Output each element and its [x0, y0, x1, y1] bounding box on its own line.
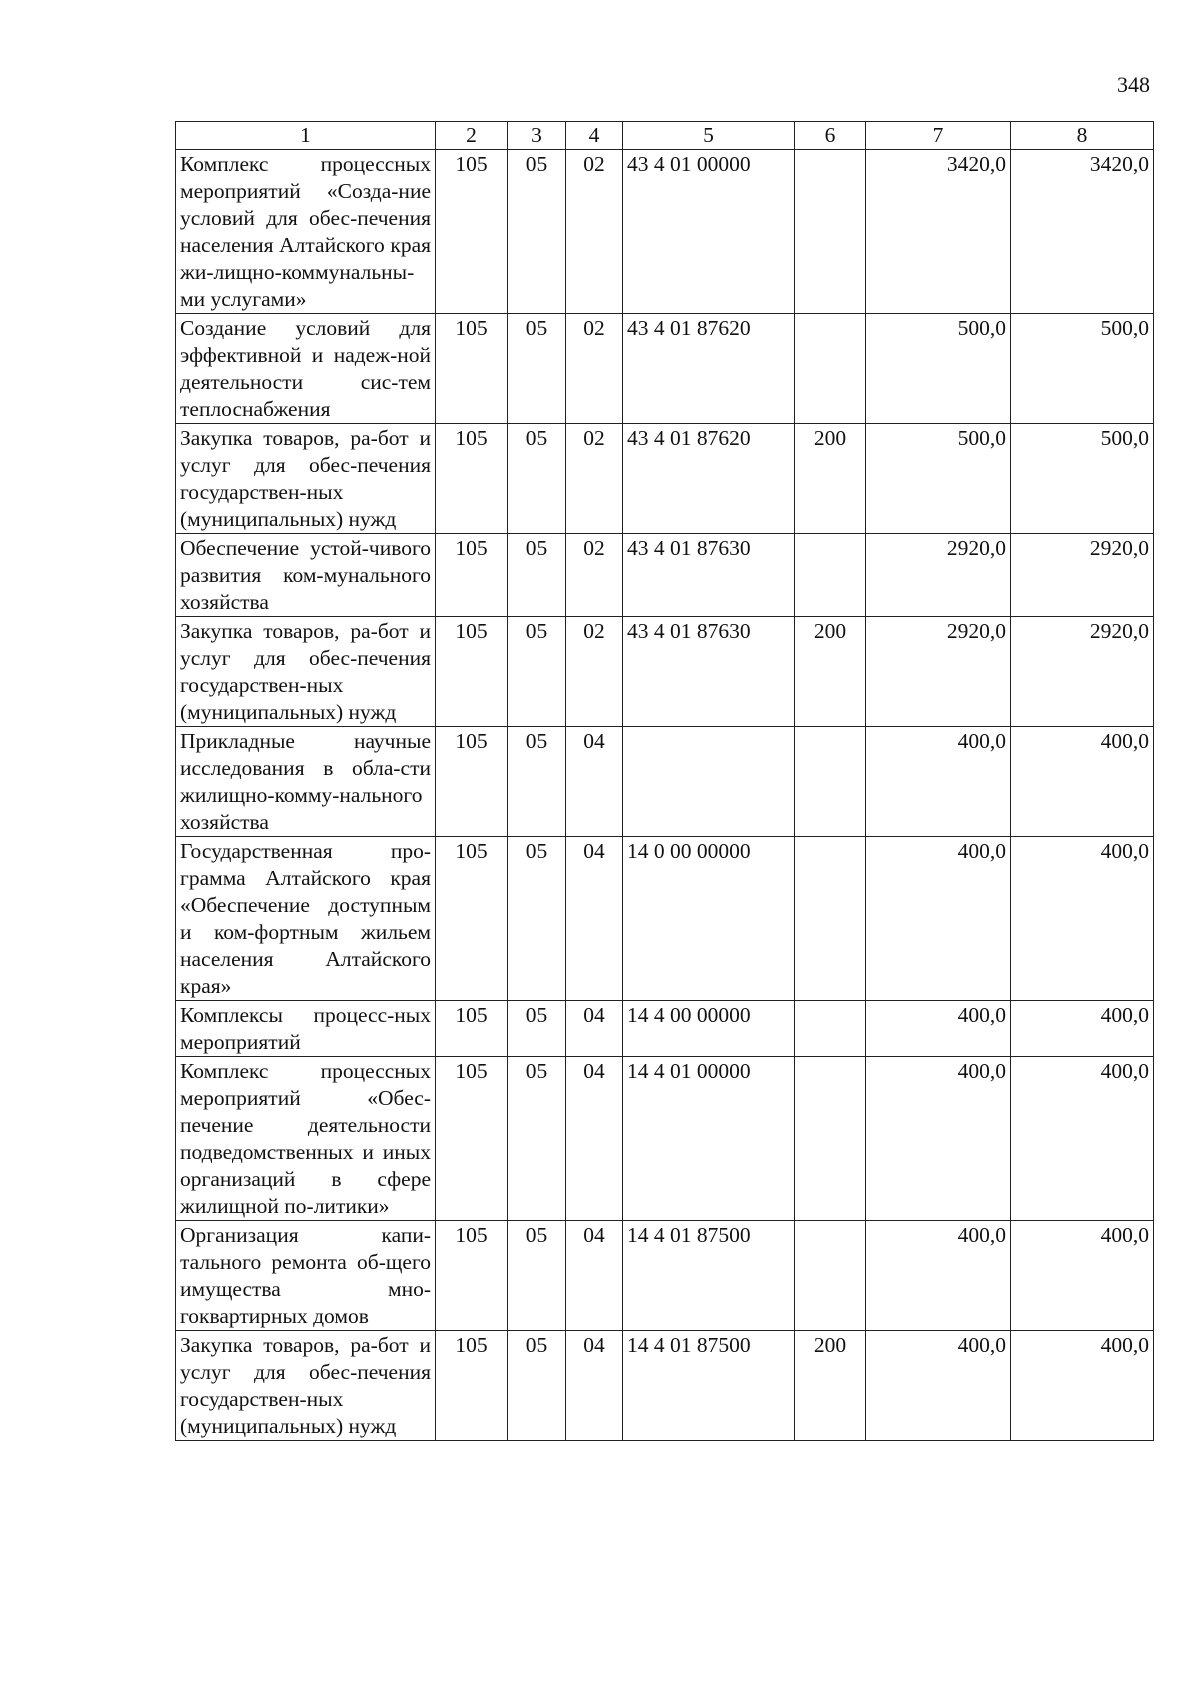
header-col-6: 6	[795, 122, 866, 150]
table-row	[176, 1001, 1154, 1057]
admin-code-cell: 105	[436, 837, 508, 1001]
subsection-cell: 02	[566, 424, 623, 534]
subsection-cell: 02	[566, 617, 623, 727]
sum-2027-cell: 3420,0	[1011, 150, 1154, 314]
row-name-cell: Комплекс процессных мероприятий «Созда-ние условий для обес-печения населения Алтайского края жи-лищно-коммунальны-ми услугами»	[176, 150, 436, 314]
row-name-cell: Закупка товаров, ра-бот и услуг для обес-печения государствен-ных (муниципальных) нужд	[176, 1331, 436, 1441]
target-article-cell: 14 4 01 87500	[623, 1221, 795, 1331]
subsection-cell: 04	[566, 1057, 623, 1221]
section-cell: 05	[508, 534, 566, 617]
page-number: 348	[1117, 72, 1150, 97]
sum-2026-cell: 2920,0	[866, 534, 1011, 617]
admin-code-cell: 105	[436, 1331, 508, 1441]
admin-code-cell: 105	[436, 424, 508, 534]
table-row	[176, 617, 1154, 727]
admin-code-cell: 105	[436, 1221, 508, 1331]
section-cell: 05	[508, 837, 566, 1001]
expense-type-cell: 200	[795, 1331, 866, 1441]
header-col-5: 5	[623, 122, 795, 150]
section-cell: 05	[508, 424, 566, 534]
section-cell: 05	[508, 1001, 566, 1057]
sum-2027-cell: 500,0	[1011, 314, 1154, 424]
admin-code-cell: 105	[436, 314, 508, 424]
row-name-cell: Прикладные научные исследования в обла-сти жилищно-комму-нального хозяйства	[176, 727, 436, 837]
subsection-cell: 04	[566, 727, 623, 837]
target-article-cell: 14 4 00 00000	[623, 1001, 795, 1057]
sum-2026-cell: 400,0	[866, 837, 1011, 1001]
header-col-8: 8	[1011, 122, 1154, 150]
target-article-cell: 14 4 01 87500	[623, 1331, 795, 1441]
section-cell: 05	[508, 314, 566, 424]
sum-2027-cell: 2920,0	[1011, 617, 1154, 727]
target-article-cell: 43 4 01 87630	[623, 617, 795, 727]
header-col-4: 4	[566, 122, 623, 150]
table-row	[176, 1057, 1154, 1221]
header-col-2: 2	[436, 122, 508, 150]
subsection-cell: 04	[566, 837, 623, 1001]
expense-type-cell	[795, 1221, 866, 1331]
sum-2026-cell: 400,0	[866, 1001, 1011, 1057]
section-cell: 05	[508, 617, 566, 727]
header-col-1: 1	[176, 122, 436, 150]
sum-2026-cell: 3420,0	[866, 150, 1011, 314]
sum-2027-cell: 400,0	[1011, 727, 1154, 837]
admin-code-cell: 105	[436, 1001, 508, 1057]
target-article-cell: 14 4 01 00000	[623, 1057, 795, 1221]
admin-code-cell: 105	[436, 617, 508, 727]
table-row	[176, 837, 1154, 1001]
sum-2026-cell: 400,0	[866, 1057, 1011, 1221]
subsection-cell: 02	[566, 534, 623, 617]
target-article-cell: 43 4 01 87620	[623, 314, 795, 424]
table-row	[176, 534, 1154, 617]
table-row	[176, 1331, 1154, 1441]
header-col-3: 3	[508, 122, 566, 150]
budget-table	[175, 121, 1154, 1441]
expense-type-cell	[795, 727, 866, 837]
admin-code-cell: 105	[436, 150, 508, 314]
expense-type-cell: 200	[795, 424, 866, 534]
expense-type-cell: 200	[795, 617, 866, 727]
row-name-cell: Организация капи-тального ремонта об-щего имущества мно-гоквартирных домов	[176, 1221, 436, 1331]
table-row	[176, 424, 1154, 534]
sum-2026-cell: 500,0	[866, 314, 1011, 424]
section-cell: 05	[508, 150, 566, 314]
admin-code-cell: 105	[436, 534, 508, 617]
table-header-row	[176, 122, 1154, 150]
target-article-cell: 14 0 00 00000	[623, 837, 795, 1001]
sum-2026-cell: 500,0	[866, 424, 1011, 534]
sum-2026-cell: 400,0	[866, 1331, 1011, 1441]
table-row	[176, 727, 1154, 837]
target-article-cell: 43 4 01 87620	[623, 424, 795, 534]
expense-type-cell	[795, 150, 866, 314]
target-article-cell: 43 4 01 87630	[623, 534, 795, 617]
target-article-cell	[623, 727, 795, 837]
section-cell: 05	[508, 727, 566, 837]
section-cell: 05	[508, 1221, 566, 1331]
sum-2027-cell: 400,0	[1011, 837, 1154, 1001]
expense-type-cell	[795, 1057, 866, 1221]
row-name-cell: Создание условий для эффективной и надеж-ной деятельности сис-тем теплоснабжения	[176, 314, 436, 424]
header-col-7: 7	[866, 122, 1011, 150]
subsection-cell: 02	[566, 150, 623, 314]
row-name-cell: Закупка товаров, ра-бот и услуг для обес-печения государствен-ных (муниципальных) нужд	[176, 424, 436, 534]
row-name-cell: Государственная про-грамма Алтайского края «Обеспечение доступным и ком-фортным жильем населения Алтайского края»	[176, 837, 436, 1001]
admin-code-cell: 105	[436, 727, 508, 837]
table-row	[176, 150, 1154, 314]
sum-2027-cell: 400,0	[1011, 1221, 1154, 1331]
expense-type-cell	[795, 1001, 866, 1057]
expense-type-cell	[795, 534, 866, 617]
sum-2026-cell: 400,0	[866, 727, 1011, 837]
expense-type-cell	[795, 837, 866, 1001]
table-row	[176, 314, 1154, 424]
section-cell: 05	[508, 1331, 566, 1441]
sum-2027-cell: 400,0	[1011, 1331, 1154, 1441]
sum-2027-cell: 400,0	[1011, 1001, 1154, 1057]
subsection-cell: 04	[566, 1331, 623, 1441]
subsection-cell: 04	[566, 1221, 623, 1331]
subsection-cell: 02	[566, 314, 623, 424]
sum-2027-cell: 500,0	[1011, 424, 1154, 534]
row-name-cell: Комплексы процесс-ных мероприятий	[176, 1001, 436, 1057]
row-name-cell: Комплекс процессных мероприятий «Обес-печение деятельности подведомственных и иных организаций в сфере жилищной по-литики»	[176, 1057, 436, 1221]
sum-2026-cell: 400,0	[866, 1221, 1011, 1331]
target-article-cell: 43 4 01 00000	[623, 150, 795, 314]
section-cell: 05	[508, 1057, 566, 1221]
table-row	[176, 1221, 1154, 1331]
sum-2027-cell: 400,0	[1011, 1057, 1154, 1221]
admin-code-cell: 105	[436, 1057, 508, 1221]
sum-2027-cell: 2920,0	[1011, 534, 1154, 617]
expense-type-cell	[795, 314, 866, 424]
sum-2026-cell: 2920,0	[866, 617, 1011, 727]
row-name-cell: Закупка товаров, ра-бот и услуг для обес-печения государствен-ных (муниципальных) нужд	[176, 617, 436, 727]
subsection-cell: 04	[566, 1001, 623, 1057]
row-name-cell: Обеспечение устой-чивого развития ком-мунального хозяйства	[176, 534, 436, 617]
